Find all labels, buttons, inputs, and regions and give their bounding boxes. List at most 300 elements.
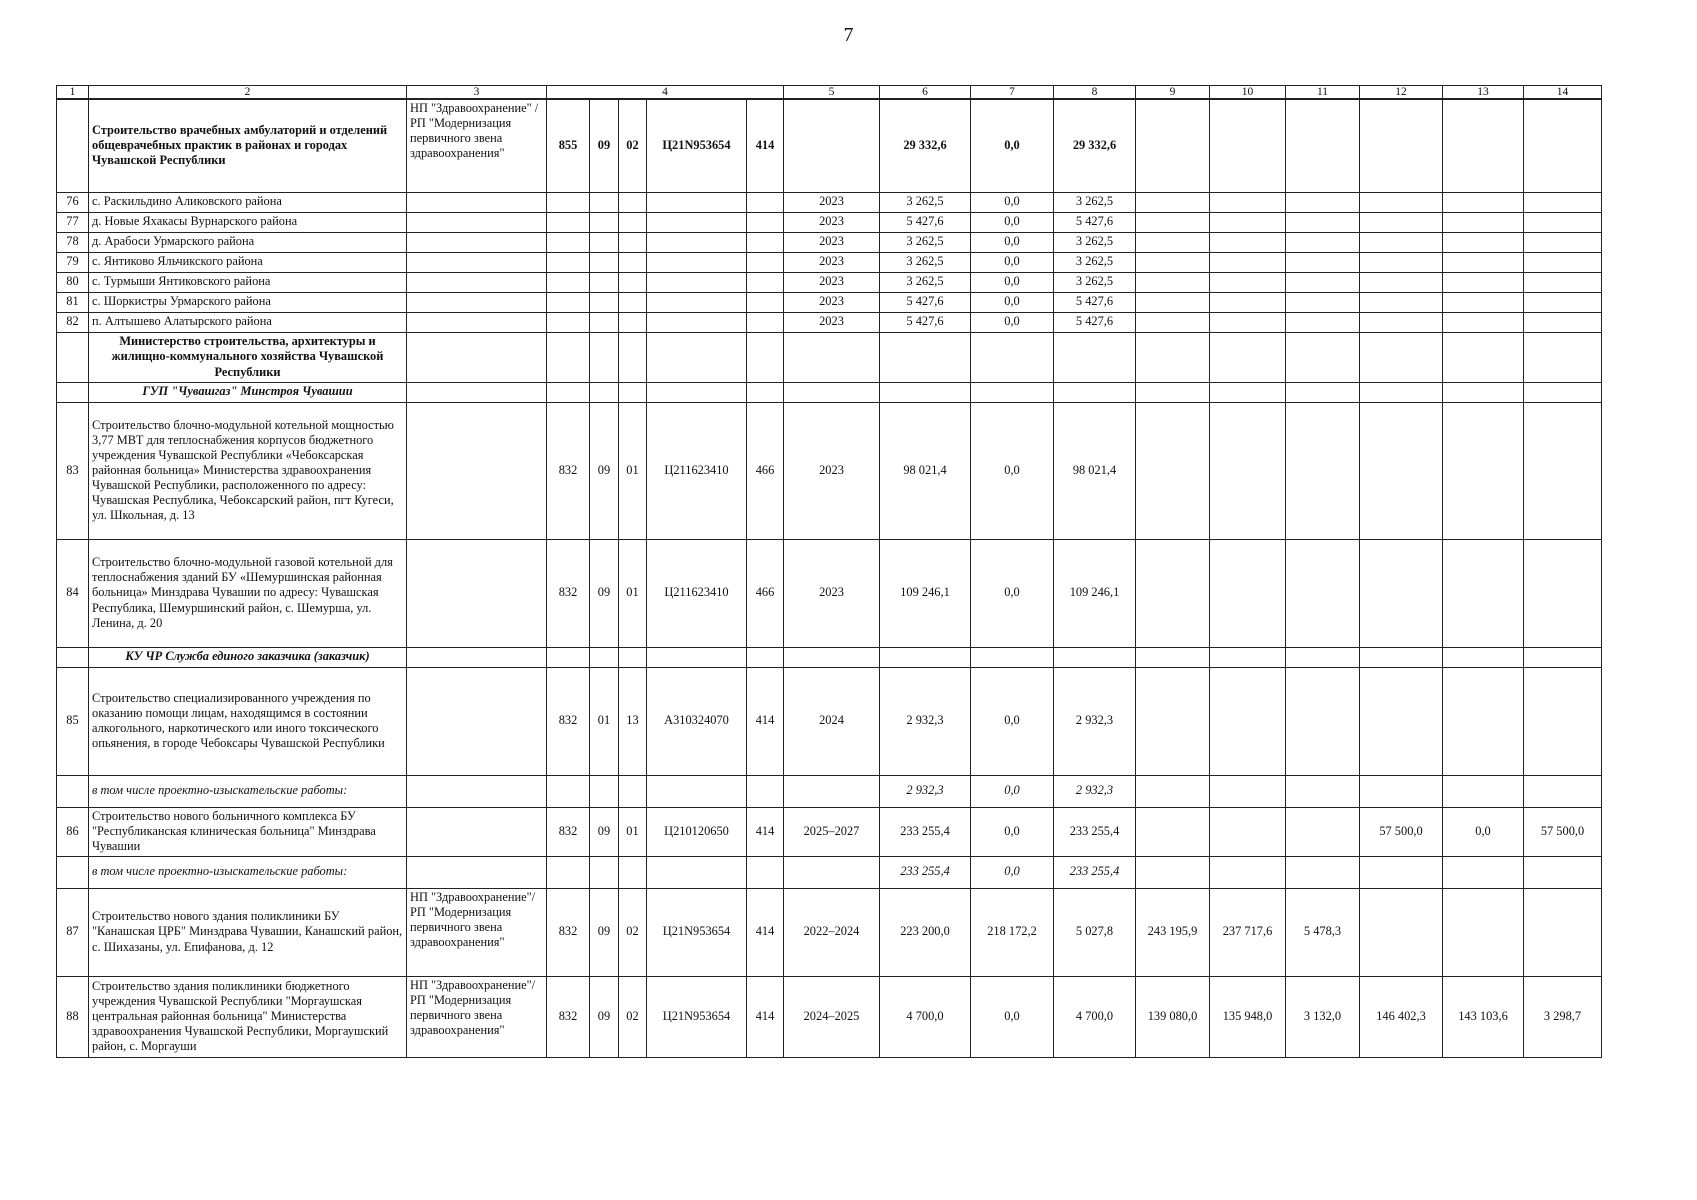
cell-c8: 3 262,5	[1054, 232, 1136, 252]
cell-c4a	[547, 192, 590, 212]
cell-c7: 0,0	[971, 539, 1054, 647]
table-row	[57, 232, 1602, 252]
cell-c4a	[547, 775, 590, 807]
column-header: 5	[784, 86, 880, 100]
cell-c4a: 832	[547, 667, 590, 775]
cell-c4a	[547, 332, 590, 382]
row-program	[407, 667, 547, 775]
cell-c9: 243 195,9	[1136, 888, 1210, 976]
row-number	[57, 775, 89, 807]
cell-c14	[1524, 332, 1602, 382]
row-program: НП "Здравоохранение" / РП "Модернизация первичного звена здравоохранения"	[407, 99, 547, 192]
cell-c4b	[590, 232, 619, 252]
cell-c4d	[647, 775, 747, 807]
section-row	[57, 775, 1602, 807]
row-name: Министерство строительства, архитектуры и жилищно-коммунального хозяйства Чувашской Республики	[89, 332, 407, 382]
row-name: Строительство специализированного учреждения по оказанию помощи лицам, находящимся в состоянии алкогольного, наркотического или иного токсического опьянения, в городе Чебоксары Чувашской Республики	[89, 667, 407, 775]
cell-c8: 3 262,5	[1054, 192, 1136, 212]
column-header: 6	[880, 86, 971, 100]
table-row	[57, 192, 1602, 212]
row-number	[57, 99, 89, 192]
cell-c10	[1210, 192, 1286, 212]
cell-c13	[1443, 382, 1524, 402]
row-number: 88	[57, 976, 89, 1057]
cell-c11	[1286, 647, 1360, 667]
cell-c7: 0,0	[971, 976, 1054, 1057]
cell-c7: 218 172,2	[971, 888, 1054, 976]
cell-c10	[1210, 99, 1286, 192]
row-number	[57, 647, 89, 667]
cell-c9	[1136, 807, 1210, 856]
row-number	[57, 332, 89, 382]
row-number: 81	[57, 292, 89, 312]
cell-c7: 0,0	[971, 232, 1054, 252]
cell-c4e	[747, 775, 784, 807]
cell-c4c: 02	[619, 888, 647, 976]
cell-c4d: Ц21N953654	[647, 99, 747, 192]
cell-year: 2023	[784, 272, 880, 292]
cell-c4d: Ц210120650	[647, 807, 747, 856]
cell-c6: 3 262,5	[880, 252, 971, 272]
cell-c4e: 414	[747, 888, 784, 976]
cell-c4a	[547, 856, 590, 888]
cell-c7: 0,0	[971, 212, 1054, 232]
row-program	[407, 807, 547, 856]
cell-year: 2025–2027	[784, 807, 880, 856]
cell-c12	[1360, 382, 1443, 402]
cell-c4d	[647, 382, 747, 402]
cell-c12	[1360, 647, 1443, 667]
cell-c9	[1136, 192, 1210, 212]
cell-c4d	[647, 312, 747, 332]
cell-c11	[1286, 539, 1360, 647]
cell-c4e: 466	[747, 539, 784, 647]
cell-c10	[1210, 775, 1286, 807]
cell-c13	[1443, 332, 1524, 382]
cell-year	[784, 332, 880, 382]
row-name: п. Алтышево Алатырского района	[89, 312, 407, 332]
table-row	[57, 272, 1602, 292]
cell-c10	[1210, 856, 1286, 888]
cell-c11	[1286, 332, 1360, 382]
cell-c7: 0,0	[971, 667, 1054, 775]
cell-c12	[1360, 667, 1443, 775]
cell-c4a	[547, 382, 590, 402]
cell-c13	[1443, 192, 1524, 212]
cell-c14	[1524, 99, 1602, 192]
cell-c4c	[619, 212, 647, 232]
row-program: НП "Здравоохранение"/ РП "Модернизация первичного звена здравоохранения"	[407, 888, 547, 976]
section-row	[57, 332, 1602, 382]
cell-c6: 98 021,4	[880, 402, 971, 539]
cell-c14	[1524, 775, 1602, 807]
row-name: в том числе проектно-изыскательские работы:	[89, 775, 407, 807]
cell-c10	[1210, 402, 1286, 539]
cell-c12	[1360, 539, 1443, 647]
cell-c8: 2 932,3	[1054, 667, 1136, 775]
cell-c13	[1443, 856, 1524, 888]
cell-c9	[1136, 775, 1210, 807]
column-header: 4	[547, 86, 784, 100]
cell-c7: 0,0	[971, 99, 1054, 192]
cell-c4b	[590, 332, 619, 382]
cell-c4b	[590, 292, 619, 312]
cell-c7	[971, 647, 1054, 667]
column-header: 10	[1210, 86, 1286, 100]
row-number: 77	[57, 212, 89, 232]
cell-c12	[1360, 212, 1443, 232]
cell-c10	[1210, 232, 1286, 252]
row-name: д. Арабоси Урмарского района	[89, 232, 407, 252]
cell-c4c	[619, 856, 647, 888]
cell-c9	[1136, 312, 1210, 332]
cell-c11	[1286, 856, 1360, 888]
cell-c9	[1136, 272, 1210, 292]
row-program	[407, 292, 547, 312]
section-row	[57, 382, 1602, 402]
cell-c4e	[747, 212, 784, 232]
cell-c4c: 01	[619, 807, 647, 856]
cell-c14	[1524, 382, 1602, 402]
row-program: НП "Здравоохранение"/ РП "Модернизация первичного звена здравоохранения"	[407, 976, 547, 1057]
cell-c9	[1136, 382, 1210, 402]
row-number: 85	[57, 667, 89, 775]
cell-c4b	[590, 192, 619, 212]
cell-c9	[1136, 99, 1210, 192]
cell-c4e: 466	[747, 402, 784, 539]
cell-c12	[1360, 99, 1443, 192]
cell-c13	[1443, 252, 1524, 272]
cell-c4e	[747, 856, 784, 888]
table-row	[57, 312, 1602, 332]
cell-c10	[1210, 312, 1286, 332]
row-name: Строительство блочно-модульной котельной мощностью 3,77 МВТ для теплоснабжения корпусов бюджетного учреждения Чувашской Республики «Чебоксарская районная больница» Министерства здравоохранения Чувашской Республики, расположенного по адресу: Чувашская Республика, Чебоксарский район, пгт Кугеси, ул. Школьная, д. 13	[89, 402, 407, 539]
cell-c4a	[547, 292, 590, 312]
cell-c12	[1360, 856, 1443, 888]
cell-c8: 233 255,4	[1054, 856, 1136, 888]
cell-c4a	[547, 272, 590, 292]
cell-c8: 5 027,8	[1054, 888, 1136, 976]
cell-c14	[1524, 667, 1602, 775]
cell-c11	[1286, 212, 1360, 232]
cell-c4d: Ц21N953654	[647, 888, 747, 976]
cell-c9	[1136, 252, 1210, 272]
cell-c4c	[619, 252, 647, 272]
cell-c12: 146 402,3	[1360, 976, 1443, 1057]
column-header: 7	[971, 86, 1054, 100]
cell-c4c	[619, 312, 647, 332]
cell-c11	[1286, 807, 1360, 856]
cell-c4d	[647, 232, 747, 252]
column-header: 8	[1054, 86, 1136, 100]
cell-c7: 0,0	[971, 402, 1054, 539]
cell-c4c	[619, 232, 647, 252]
cell-c7: 0,0	[971, 856, 1054, 888]
cell-c7: 0,0	[971, 272, 1054, 292]
cell-c11: 5 478,3	[1286, 888, 1360, 976]
column-header: 9	[1136, 86, 1210, 100]
cell-c4b	[590, 272, 619, 292]
row-number: 82	[57, 312, 89, 332]
cell-c7: 0,0	[971, 312, 1054, 332]
cell-c14	[1524, 402, 1602, 539]
cell-c14: 3 298,7	[1524, 976, 1602, 1057]
cell-c10	[1210, 212, 1286, 232]
cell-c4c	[619, 292, 647, 312]
cell-c13	[1443, 888, 1524, 976]
cell-c10	[1210, 647, 1286, 667]
cell-c8: 3 262,5	[1054, 272, 1136, 292]
cell-c10: 135 948,0	[1210, 976, 1286, 1057]
cell-c4b	[590, 856, 619, 888]
cell-c6: 3 262,5	[880, 272, 971, 292]
cell-c4d	[647, 212, 747, 232]
row-name: ГУП "Чувашгаз" Минстроя Чувашии	[89, 382, 407, 402]
cell-c11	[1286, 382, 1360, 402]
cell-c13	[1443, 292, 1524, 312]
cell-c4e	[747, 332, 784, 382]
cell-c9	[1136, 292, 1210, 312]
table-row	[57, 888, 1602, 976]
cell-c4d: Ц211623410	[647, 402, 747, 539]
cell-c4d: Ц21N953654	[647, 976, 747, 1057]
cell-c4d	[647, 272, 747, 292]
row-number: 78	[57, 232, 89, 252]
table-row	[57, 402, 1602, 539]
cell-c10	[1210, 252, 1286, 272]
row-number: 80	[57, 272, 89, 292]
row-number: 86	[57, 807, 89, 856]
cell-c4a: 832	[547, 976, 590, 1057]
cell-c4c	[619, 775, 647, 807]
cell-c7	[971, 382, 1054, 402]
cell-c4a: 832	[547, 539, 590, 647]
budget-table	[56, 85, 1602, 1058]
table-row	[57, 252, 1602, 272]
cell-c4d	[647, 332, 747, 382]
cell-c6: 3 262,5	[880, 192, 971, 212]
cell-c8: 98 021,4	[1054, 402, 1136, 539]
cell-c8: 5 427,6	[1054, 212, 1136, 232]
row-name: с. Шоркистры Урмарского района	[89, 292, 407, 312]
column-header: 13	[1443, 86, 1524, 100]
cell-c12	[1360, 292, 1443, 312]
cell-c4b: 09	[590, 888, 619, 976]
cell-c4c: 01	[619, 539, 647, 647]
table-row	[57, 292, 1602, 312]
cell-c12	[1360, 252, 1443, 272]
row-program	[407, 539, 547, 647]
cell-c14	[1524, 539, 1602, 647]
cell-c4c: 02	[619, 99, 647, 192]
cell-year: 2023	[784, 312, 880, 332]
row-name: с. Раскильдино Аликовского района	[89, 192, 407, 212]
row-number: 87	[57, 888, 89, 976]
cell-c8: 5 427,6	[1054, 312, 1136, 332]
cell-c12: 57 500,0	[1360, 807, 1443, 856]
cell-c7: 0,0	[971, 775, 1054, 807]
row-program	[407, 212, 547, 232]
cell-c13	[1443, 667, 1524, 775]
cell-c12	[1360, 332, 1443, 382]
cell-c9	[1136, 647, 1210, 667]
column-header: 11	[1286, 86, 1360, 100]
cell-c14	[1524, 212, 1602, 232]
row-program	[407, 272, 547, 292]
cell-c4b	[590, 647, 619, 667]
cell-c4e	[747, 292, 784, 312]
cell-c14	[1524, 647, 1602, 667]
cell-c14	[1524, 292, 1602, 312]
row-program	[407, 775, 547, 807]
cell-c4b: 09	[590, 539, 619, 647]
cell-c7: 0,0	[971, 807, 1054, 856]
cell-c8: 29 332,6	[1054, 99, 1136, 192]
cell-c4e	[747, 252, 784, 272]
cell-c4c: 02	[619, 976, 647, 1057]
cell-c13	[1443, 272, 1524, 292]
cell-c7	[971, 332, 1054, 382]
cell-c11	[1286, 292, 1360, 312]
cell-c4c: 01	[619, 402, 647, 539]
cell-c13: 0,0	[1443, 807, 1524, 856]
cell-c13	[1443, 232, 1524, 252]
section-row	[57, 99, 1602, 192]
cell-c4b: 09	[590, 976, 619, 1057]
row-number	[57, 382, 89, 402]
cell-c11	[1286, 99, 1360, 192]
column-header: 3	[407, 86, 547, 100]
cell-year: 2022–2024	[784, 888, 880, 976]
cell-c11	[1286, 402, 1360, 539]
cell-c14	[1524, 856, 1602, 888]
cell-c13	[1443, 312, 1524, 332]
cell-c6: 5 427,6	[880, 292, 971, 312]
cell-c6: 29 332,6	[880, 99, 971, 192]
row-name: с. Турмыши Янтиковского района	[89, 272, 407, 292]
cell-c12	[1360, 272, 1443, 292]
cell-c4d	[647, 292, 747, 312]
cell-c4c	[619, 332, 647, 382]
row-name: Строительство нового здания поликлиники БУ "Канашская ЦРБ" Минздрава Чувашии, Канашский район, с. Шихазаны, ул. Епифанова, д. 12	[89, 888, 407, 976]
cell-c14	[1524, 192, 1602, 212]
cell-c4d	[647, 252, 747, 272]
cell-year	[784, 647, 880, 667]
cell-c9	[1136, 539, 1210, 647]
section-row	[57, 856, 1602, 888]
cell-c14: 57 500,0	[1524, 807, 1602, 856]
cell-c14	[1524, 888, 1602, 976]
cell-c4c	[619, 382, 647, 402]
cell-c9	[1136, 332, 1210, 382]
cell-c4a: 832	[547, 807, 590, 856]
cell-year: 2023	[784, 539, 880, 647]
cell-c12	[1360, 775, 1443, 807]
cell-c8: 4 700,0	[1054, 976, 1136, 1057]
cell-year	[784, 99, 880, 192]
cell-c12	[1360, 888, 1443, 976]
section-row	[57, 647, 1602, 667]
row-number: 84	[57, 539, 89, 647]
cell-year: 2023	[784, 292, 880, 312]
cell-c4b	[590, 382, 619, 402]
cell-c8	[1054, 332, 1136, 382]
cell-c8: 3 262,5	[1054, 252, 1136, 272]
cell-c10	[1210, 292, 1286, 312]
cell-c12	[1360, 402, 1443, 539]
cell-c4e	[747, 192, 784, 212]
table-row	[57, 539, 1602, 647]
cell-c4e	[747, 232, 784, 252]
cell-c4e: 414	[747, 976, 784, 1057]
cell-c4b	[590, 312, 619, 332]
cell-c6: 233 255,4	[880, 807, 971, 856]
cell-year: 2024	[784, 667, 880, 775]
cell-c14	[1524, 232, 1602, 252]
cell-c11	[1286, 775, 1360, 807]
cell-c8: 2 932,3	[1054, 775, 1136, 807]
cell-c6	[880, 332, 971, 382]
cell-c13	[1443, 402, 1524, 539]
row-program	[407, 312, 547, 332]
cell-c6: 233 255,4	[880, 856, 971, 888]
cell-c4a: 832	[547, 402, 590, 539]
cell-c8: 5 427,6	[1054, 292, 1136, 312]
cell-year: 2023	[784, 212, 880, 232]
cell-c4a: 832	[547, 888, 590, 976]
cell-c4a	[547, 647, 590, 667]
row-name: Строительство нового больничного комплекса БУ "Республиканская клиническая больница" Минздрава Чувашии	[89, 807, 407, 856]
cell-c4b: 09	[590, 99, 619, 192]
cell-c10	[1210, 382, 1286, 402]
cell-c13	[1443, 775, 1524, 807]
cell-c10	[1210, 332, 1286, 382]
cell-c9	[1136, 232, 1210, 252]
cell-c7: 0,0	[971, 292, 1054, 312]
cell-c4b	[590, 212, 619, 232]
cell-c4e	[747, 647, 784, 667]
cell-c4d	[647, 856, 747, 888]
cell-c4d	[647, 647, 747, 667]
cell-c9	[1136, 667, 1210, 775]
cell-c11	[1286, 272, 1360, 292]
cell-c4b: 01	[590, 667, 619, 775]
row-number	[57, 856, 89, 888]
cell-c13	[1443, 539, 1524, 647]
cell-year	[784, 382, 880, 402]
cell-c13	[1443, 212, 1524, 232]
cell-c4e: 414	[747, 667, 784, 775]
cell-year: 2023	[784, 232, 880, 252]
cell-c11	[1286, 252, 1360, 272]
row-number: 83	[57, 402, 89, 539]
cell-c6: 5 427,6	[880, 212, 971, 232]
row-program	[407, 332, 547, 382]
cell-c9	[1136, 856, 1210, 888]
column-header: 14	[1524, 86, 1602, 100]
row-name: в том числе проектно-изыскательские работы:	[89, 856, 407, 888]
cell-c6: 223 200,0	[880, 888, 971, 976]
cell-c12	[1360, 192, 1443, 212]
cell-c4e	[747, 312, 784, 332]
cell-c4a	[547, 212, 590, 232]
cell-c7: 0,0	[971, 192, 1054, 212]
cell-c4d	[647, 192, 747, 212]
cell-year: 2023	[784, 192, 880, 212]
cell-c4e	[747, 272, 784, 292]
cell-c4c	[619, 647, 647, 667]
cell-c8: 233 255,4	[1054, 807, 1136, 856]
